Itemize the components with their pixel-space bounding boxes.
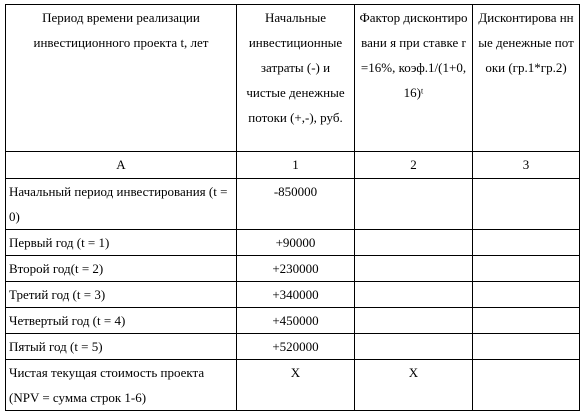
cash-flow-cell: +520000 [237,334,355,360]
discounted-cell [473,360,580,411]
factor-cell [355,179,473,230]
npv-row [6,360,580,411]
table-row [6,334,580,360]
header-period: Период времени реализации инвестиционного проекта t, лет [6,5,237,152]
discounted-cell [473,230,580,256]
factor-cell [355,230,473,256]
cash-flow-cell: -850000 [237,179,355,230]
table-row [6,230,580,256]
index-cell: 1 [237,152,355,179]
investment-table [5,4,580,411]
factor-cell [355,256,473,282]
cash-flow-cell: +340000 [237,282,355,308]
discounted-cell [473,179,580,230]
period-cell: Второй год(t = 2) [6,256,237,282]
header-cash-flows: Начальные инвестиционные затраты (-) и чистые денежные потоки (+,-), руб. [237,5,355,152]
table-row [6,282,580,308]
period-cell: Чистая текущая стоимость проекта (NPV = сумма строк 1-6) [6,360,237,411]
period-cell: Пятый год (t = 5) [6,334,237,360]
factor-cell [355,308,473,334]
table-row [6,308,580,334]
index-row [6,152,580,179]
discounted-cell [473,256,580,282]
index-cell: А [6,152,237,179]
period-cell: Третий год (t = 3) [6,282,237,308]
period-cell: Начальный период инвестирования (t = 0) [6,179,237,230]
period-cell: Четвертый год (t = 4) [6,308,237,334]
table-row [6,179,580,230]
discounted-cell [473,308,580,334]
cash-flow-cell: +450000 [237,308,355,334]
discounted-cell [473,334,580,360]
cash-flow-cell: +230000 [237,256,355,282]
header-discounted-flows: Дисконтирова нные денежные потоки (гр.1*гр.2) [473,5,580,152]
cash-flow-cell: X [237,360,355,411]
factor-cell [355,282,473,308]
factor-cell [355,334,473,360]
period-cell: Первый год (t = 1) [6,230,237,256]
index-cell: 2 [355,152,473,179]
table-row [6,256,580,282]
factor-cell: X [355,360,473,411]
cash-flow-cell: +90000 [237,230,355,256]
header-row [6,5,580,152]
header-discount-factor: Фактор дисконтировани я при ставке r =16%, коэф.1/(1+0,16)ᵗ [355,5,473,152]
index-cell: 3 [473,152,580,179]
discounted-cell [473,282,580,308]
